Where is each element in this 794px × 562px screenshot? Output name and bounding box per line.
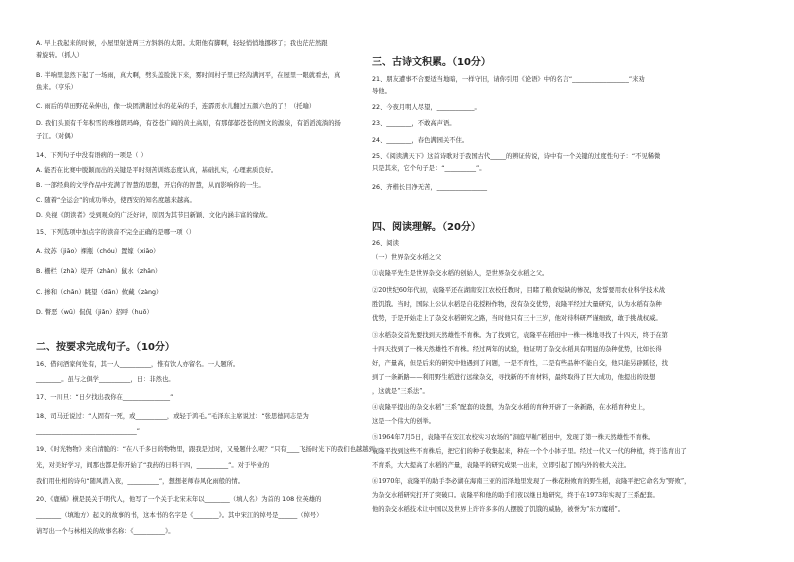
q14-line: A. 能否在比赛中脱颖而出的关键是平时刻苦训练态度认真，基础扎实，心理素质良好。 <box>36 167 278 174</box>
reading-line: 好，产量高，但是后来的研究中他遇到了问题，一是不育性，二是有些品种不能自交，他只能另辟蹊径，找 <box>372 360 668 367</box>
q15-line: C. 掺和（chān）眺望（dān）攸藏（zàng） <box>36 289 163 296</box>
q13-line: 子江。（对偶） <box>36 133 77 140</box>
q16-20-line: 我们用仕相的诗句“随风潜入夜，__________”，想想老师春风化雨般的情。 <box>36 478 245 485</box>
q16-20-line: 16、借问酒家何处有，其一人__________，惟有饮人亦留名。一人题所。 <box>36 361 240 368</box>
q16-20-line: 20、《鹿橘》横是民关于明代人，他写了一个关于北宋末年以________（填人名）为首的 108 位英雄的 <box>36 496 322 503</box>
q16-20-line: ________（填地方）起义的故事的书，这本书的名字是《________》。其中宋江的绰号是______（绰号） <box>36 512 323 519</box>
q13-line: D. 我们头顶有千年积雪的珠穆朗玛峰，有苍苍广阔的黄土高原，有那郁郁苍苍的图文的源泉，有滔滔流淌的扬 <box>36 120 341 127</box>
q13-line: A. 早上我起来的时候，小屋里射进两三方斜斜的太阳。太阳他有脚啊，轻轻悄悄地挪移了；我也茫茫然跟 <box>36 40 328 47</box>
reading-line: 袁隆平找到这些不育株后，把它们的种子收集起来，种在一个个小钵子里。经过一代又一代的种植，终于选育出了 <box>372 448 687 455</box>
q21-25-line: 导他。 <box>372 88 391 95</box>
reading-line: 不育系，大大提高了水稻的产量，袁隆平的研究成果一出来，立即引起了国内外的极大关注。 <box>372 462 631 469</box>
q15-line: 15、下列选项中加点字的读音不完全正确的是哪一项（） <box>36 229 196 236</box>
reading-line: 十四天找到了一株天然雄性不育株。经过两年的试验，他证明了杂交水稻具有明显的杂种优势，比如长得 <box>372 346 662 353</box>
q15-line: A. 纹苏（jiāo）裸瓶（chóu）置嫁（xiāo） <box>36 248 160 255</box>
q14-line: C. 随着“全运会”的成功举办，使西安的知名度越来越高。 <box>36 197 196 204</box>
q14-line: 14、下列句子中没有语病的一项是（ ） <box>36 152 147 159</box>
q21-25-line: 24、________，春色满园关不住。 <box>372 137 469 144</box>
q21-25-line: 21、朋友遭事不合要适当地暗，一样守旧，请你引用《论语》中的名言“__________________”来劝 <box>372 76 645 83</box>
reading-line: 为杂交水稻研究打开了突破口。袁隆平和他的助手们夜以继日地研究，终于在1973年实现了三系配套。 <box>372 492 659 499</box>
section-3-heading: 三、古诗文积累。（10分） <box>372 57 491 68</box>
q13-line: C. 雨后的草田野花朵伸出，像一块团满谢过水的花朵的手，连霹雳水儿翻过五颜六色的了！（托喻） <box>36 103 316 110</box>
q15-line: D. 瞥恶（wū）侃侃（jiǎn）招呼（huō） <box>36 309 153 316</box>
q16-20-line: 17、一川旦：“日夕找出我你在_______________” <box>36 394 174 401</box>
reading-line: ④袁隆平提出的杂交水稻“三系”配套的设想，为杂交水稻的育种开辟了一条新路，在水稻育种史上， <box>372 404 650 411</box>
q21-25-line: 23、________，不敢高声语。 <box>372 120 456 127</box>
q13-line: 着旋转。（抓人） <box>36 52 84 59</box>
reading-line: 26、阅读 <box>372 240 399 247</box>
q16-20-line: 19、《时光物物》来自清脆的：“在八千多日的物物里，跟我是过时，又曼题什么呢？”只有____飞扬时光下的我们也越越到， <box>36 446 382 453</box>
q13-line: 鱼来。（亨乐） <box>36 84 77 91</box>
reading-line: ③水稻杂交首先要找到天然雄性不育株。为了找到它，袁隆平在稻田中一株一株地寻找了十四天，终于在第 <box>372 332 668 339</box>
q21-25-line: 25、《阅读满天下》这首诗歌对于我国古代_____的辨证传说，诗中有一个关键的过度性句子：“不见稀微 <box>372 153 661 160</box>
q21-25-line: 26、齐楷长目净无苦，________________ <box>372 184 488 191</box>
section-4-heading: 四、阅读理解。（20分） <box>372 222 481 233</box>
reading-line: ⑥1970年，袁隆平的助手李必湖在海南三亚的沼泽地里发现了一株花粉败育的野生稻，袁隆平把它命名为“野败”， <box>372 478 691 485</box>
reading-line: ②20世纪60年代初，袁隆平还在湖南安江农校任教时，目睹了粮食短缺的惨况，发誓要用农业科学技术战 <box>372 287 666 294</box>
reading-line: 胜饥饿。当时，国际上公认水稻是自花授粉作物，没有杂交优势，袁隆平经过大量研究，认为水稻有杂种 <box>372 301 662 308</box>
q14-line: B. 一部经典的文学作品中充满了智慧的思想，开启你的智慧，从而影响你的一生。 <box>36 182 265 189</box>
reading-line: ⑤1964年7月5日，袁隆平在安江农校实习农场的“洞庭早籼”稻田中，发现了第一株天然雄性不育株。 <box>372 434 655 441</box>
q16-20-line: 光，对美好学习，间那也都是你开始了“我药的日料干四，__________”。对于毕业的 <box>36 462 270 469</box>
section-2-heading: 二、按要求完成句子。（10分） <box>36 342 175 353</box>
q16-20-line: 18、司马迁说过：“人固有一死，或__________，或轻于鸿毛。”毛泽东主席说过：“张思德同志是为 <box>36 413 309 420</box>
reading-line: 优势，于是开始走上了杂交水稻研究之路，当时他只有三十三岁，他对待科研严谨细致，敢于挑战权威。 <box>372 315 662 322</box>
reading-line: ①袁隆平先生是世界杂交水稻的创始人，是世界杂交水稻之父。 <box>372 270 549 277</box>
reading-line: 到了一条新路——利用野生稻进行远缘杂交，寻找新的不育材料，最终取得了巨大成功，他提出的设想 <box>372 374 656 381</box>
reading-line: 这是一个伟大的创举。 <box>372 418 435 425</box>
q21-25-line: 22、今夜月明人尽望，____________。 <box>372 104 481 111</box>
q16-20-line: ________________________________” <box>36 428 141 435</box>
q16-20-line: 请写出一个与林相关的故事名称：《__________》。 <box>36 528 175 535</box>
q15-line: B. 栅栏（zhà）堤开（zhàn）鼠水（zhān） <box>36 268 162 275</box>
q14-line: D. 央视《朗读者》受到观众的广泛好评，原因为其节目新颖、文化内涵丰富的缘故。 <box>36 212 272 219</box>
q21-25-line: 只是其来，它个句子是：“__________”。 <box>372 165 486 172</box>
q13-line: B. 半响里忽然下起了一场雨，真大啊，劈头盖脸洗下来，雾时间村子里已经沟满河平，在屋里一眼就看去，真 <box>36 72 341 79</box>
q16-20-line: ________。虽与之俱学__________，日：非然也。 <box>36 376 175 383</box>
reading-line: 他的杂交水稻技术让中国以及世界上许许多多的人摆脱了饥饿的威胁，被誉为“东方魔稻”。 <box>372 506 625 513</box>
reading-line: （一）世界杂交水稻之父 <box>372 254 442 261</box>
reading-line: ，这就是“三系法”。 <box>372 388 429 395</box>
